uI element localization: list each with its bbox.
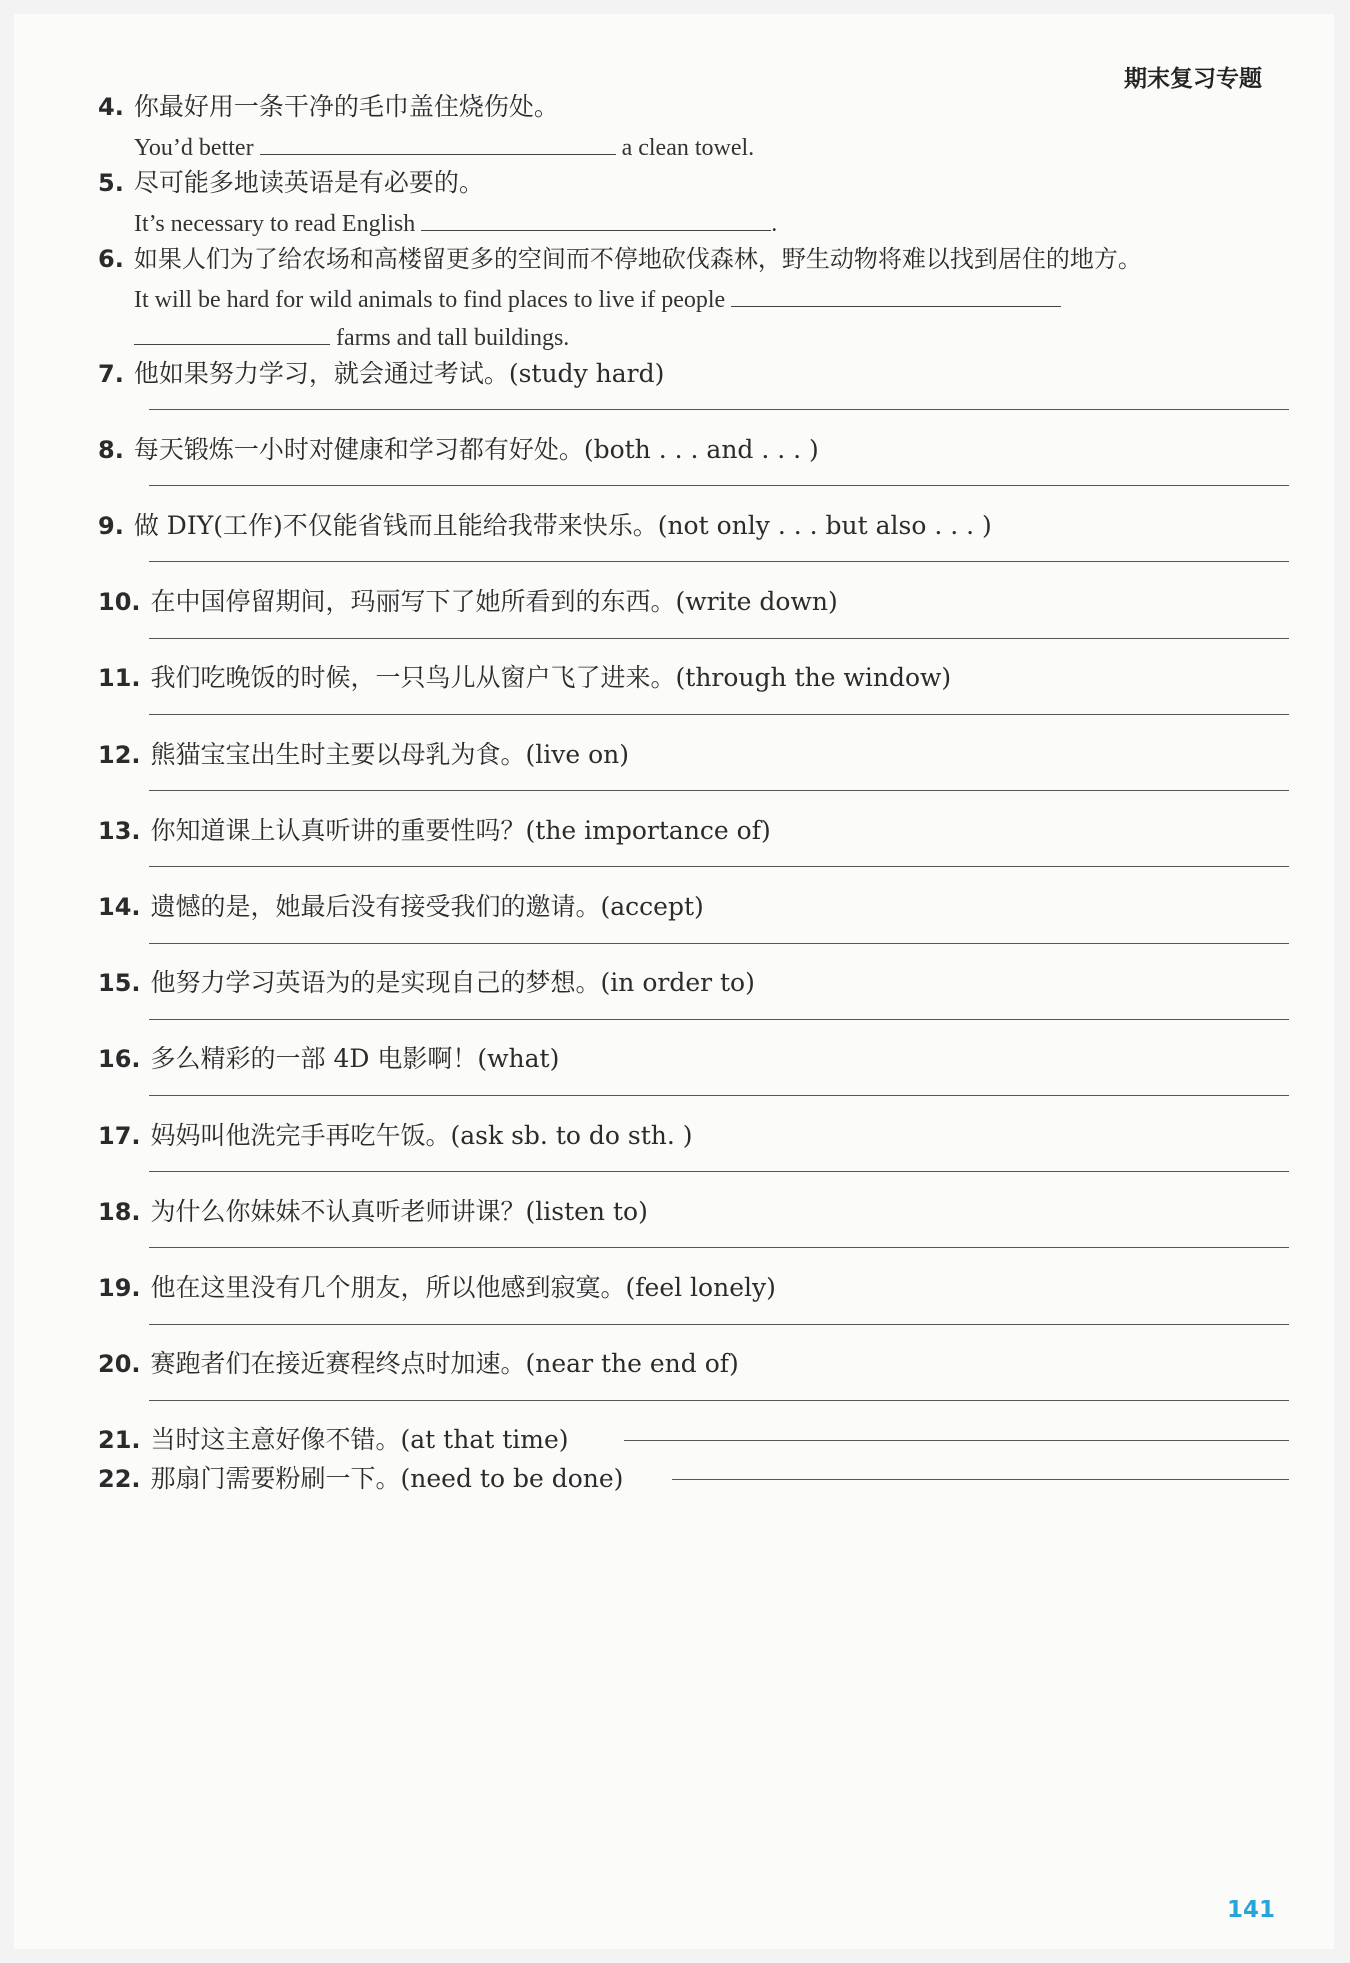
question-number: 7. (98, 360, 124, 388)
question-prompt: 做 DIY(工作)不仅能省钱而且能给我带来快乐。(not only . . . but also . . . ) (133, 511, 992, 540)
question-prompt: 妈妈叫他洗完手再吃午饭。(ask sb. to do sth. ) (150, 1121, 693, 1150)
answer-line[interactable] (149, 1171, 1289, 1172)
question-number: 9. (98, 512, 124, 540)
question-number: 6. (98, 245, 124, 273)
answer-line[interactable] (149, 1324, 1289, 1325)
question-prompt: 他努力学习英语为的是实现自己的梦想。(in order to) (150, 968, 755, 997)
question-number: 5. (98, 169, 124, 197)
question-prompt: 赛跑者们在接近赛程终点时加速。(near the end of) (150, 1349, 739, 1378)
answer-line[interactable] (149, 1400, 1289, 1401)
answer-line[interactable] (149, 1019, 1289, 1020)
page-number: 141 (1226, 1897, 1275, 1923)
question-19 (98, 1273, 776, 1303)
question-prompt: 我们吃晚饭的时候，一只鸟儿从窗户飞了进来。(through the window) (150, 663, 952, 692)
answer-line[interactable] (149, 790, 1289, 791)
question-number: 13. (98, 817, 141, 845)
question-number: 11. (98, 664, 141, 692)
question-7 (98, 359, 664, 389)
line-text: It’s necessary to read English (134, 211, 416, 237)
question-14 (98, 892, 704, 922)
question-number: 18. (98, 1198, 141, 1226)
answer-line[interactable] (149, 638, 1289, 639)
question-prompt: 遗憾的是，她最后没有接受我们的邀请。(accept) (150, 892, 704, 921)
line-text: You’d better (134, 135, 254, 161)
question-21 (98, 1425, 569, 1455)
question-prompt: 尽可能多地读英语是有必要的。 (133, 168, 484, 197)
question-prompt: 他在这里没有几个朋友，所以他感到寂寞。(feel lonely) (150, 1273, 776, 1302)
question-9 (98, 511, 992, 541)
question-prompt: 熊猫宝宝出生时主要以母乳为食。(live on) (150, 740, 630, 769)
question-prompt: 为什么你妹妹不认真听老师讲课？(listen to) (150, 1197, 648, 1226)
answer-blank[interactable] (421, 206, 771, 231)
question-prompt: 在中国停留期间，玛丽写下了她所看到的东西。(write down) (150, 587, 838, 616)
question-5 (98, 168, 484, 198)
answer-line[interactable] (624, 1440, 1289, 1441)
answer-line[interactable] (149, 485, 1289, 486)
question-16 (98, 1044, 559, 1074)
question-number: 12. (98, 741, 141, 769)
answer-line[interactable] (149, 1247, 1289, 1248)
question-number: 16. (98, 1045, 141, 1073)
question-8 (98, 435, 819, 465)
line-text: It will be hard for wild animals to find places to live if people (134, 287, 726, 313)
question-18 (98, 1197, 648, 1227)
question-prompt: 当时这主意好像不错。(at that time) (150, 1425, 569, 1454)
question-number: 15. (98, 969, 141, 997)
question-number: 8. (98, 436, 124, 464)
answer-blank[interactable] (260, 130, 616, 155)
fill-in-line (134, 206, 777, 239)
question-prompt: 如果人们为了给农场和高楼留更多的空间而不停地砍伐森林，野生动物将难以找到居住的地方。 (133, 245, 1142, 273)
line-text: . (771, 211, 778, 237)
answer-line[interactable] (672, 1479, 1289, 1480)
answer-blank[interactable] (134, 320, 330, 345)
question-number: 14. (98, 893, 141, 921)
line-text: farms and tall buildings. (336, 325, 570, 351)
question-10 (98, 587, 838, 617)
question-number: 20. (98, 1350, 141, 1378)
question-prompt: 你知道课上认真听讲的重要性吗？(the importance of) (150, 816, 771, 845)
question-6 (98, 244, 1142, 274)
question-11 (98, 663, 951, 693)
answer-line[interactable] (149, 561, 1289, 562)
question-number: 4. (98, 93, 124, 121)
answer-line[interactable] (149, 714, 1289, 715)
question-12 (98, 740, 629, 770)
question-number: 22. (98, 1465, 141, 1493)
question-prompt: 他如果努力学习，就会通过考试。(study hard) (133, 359, 665, 388)
question-20 (98, 1349, 739, 1379)
question-15 (98, 968, 755, 998)
answer-blank[interactable] (731, 282, 1061, 307)
question-prompt: 你最好用一条干净的毛巾盖住烧伤处。 (133, 92, 559, 121)
line-text: a clean towel. (621, 135, 755, 161)
question-17 (98, 1121, 693, 1151)
answer-line[interactable] (149, 409, 1289, 410)
question-prompt: 每天锻炼一小时对健康和学习都有好处。(both . . . and . . . ) (133, 435, 819, 464)
question-13 (98, 816, 771, 846)
question-prompt: 多么精彩的一部 4D 电影啊！(what) (150, 1044, 560, 1073)
section-header: 期末复习专题 (1124, 66, 1262, 92)
question-22 (98, 1464, 623, 1494)
question-number: 21. (98, 1426, 141, 1454)
fill-in-line (134, 282, 1061, 315)
worksheet-page (14, 14, 1334, 1949)
fill-in-line (134, 130, 754, 163)
fill-in-line (134, 320, 569, 353)
answer-line[interactable] (149, 943, 1289, 944)
answer-line[interactable] (149, 1095, 1289, 1096)
question-number: 10. (98, 588, 141, 616)
question-number: 17. (98, 1122, 141, 1150)
answer-line[interactable] (149, 866, 1289, 867)
question-number: 19. (98, 1274, 141, 1302)
question-prompt: 那扇门需要粉刷一下。(need to be done) (150, 1464, 624, 1493)
question-4 (98, 92, 559, 122)
